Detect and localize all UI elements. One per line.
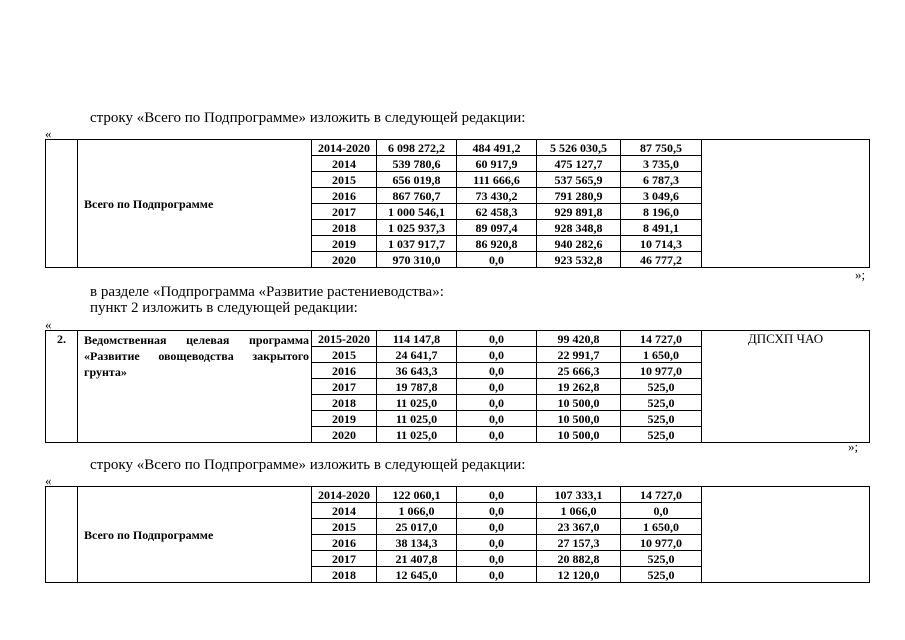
executor-cell [702, 140, 870, 268]
value-cell: 0,0 [457, 331, 537, 347]
value-cell: 539 780,6 [377, 156, 457, 172]
period-cell: 2016 [312, 188, 377, 204]
value-cell: 0,0 [457, 487, 537, 503]
value-cell: 8 196,0 [621, 204, 702, 220]
value-cell: 525,0 [621, 411, 702, 427]
period-cell: 2017 [312, 379, 377, 395]
executor-cell [702, 487, 870, 583]
value-cell: 0,0 [457, 347, 537, 363]
value-cell: 0,0 [457, 411, 537, 427]
value-cell: 11 025,0 [377, 427, 457, 443]
section1-table [45, 139, 870, 268]
value-cell: 10 500,0 [537, 395, 621, 411]
value-cell: 23 367,0 [537, 519, 621, 535]
value-cell: 46 777,2 [621, 252, 702, 268]
period-cell: 2020 [312, 252, 377, 268]
value-cell: 107 333,1 [537, 487, 621, 503]
section1-close-quote: »; [855, 267, 866, 282]
value-cell: 114 147,8 [377, 331, 457, 347]
value-cell: 1 000 546,1 [377, 204, 457, 220]
value-cell: 929 891,8 [537, 204, 621, 220]
value-cell: 484 491,2 [457, 140, 537, 156]
value-cell: 923 532,8 [537, 252, 621, 268]
table-row [46, 487, 870, 503]
value-cell: 928 348,8 [537, 220, 621, 236]
value-cell: 10 714,3 [621, 236, 702, 252]
value-cell: 19 787,8 [377, 379, 457, 395]
value-cell: 36 643,3 [377, 363, 457, 379]
value-cell: 1 066,0 [377, 503, 457, 519]
value-cell: 14 727,0 [621, 331, 702, 347]
value-cell: 525,0 [621, 551, 702, 567]
value-cell: 86 920,8 [457, 236, 537, 252]
period-cell: 2014 [312, 156, 377, 172]
section2-intro-line2: пункт 2 изложить в следующей редакции: [90, 300, 358, 316]
value-cell: 1 650,0 [621, 519, 702, 535]
section3-intro: строку «Всего по Подпрограмме» изложить в следующей редакции: [90, 457, 526, 473]
period-cell: 2016 [312, 363, 377, 379]
section1-intro: строку «Всего по Подпрограмме» изложить в следующей редакции: [90, 110, 526, 126]
value-cell: 0,0 [457, 252, 537, 268]
section1-open-quote: « [45, 126, 52, 141]
period-cell: 2018 [312, 395, 377, 411]
value-cell: 0,0 [457, 535, 537, 551]
value-cell: 6 787,3 [621, 172, 702, 188]
value-cell: 14 727,0 [621, 487, 702, 503]
value-cell: 525,0 [621, 427, 702, 443]
value-cell: 6 098 272,2 [377, 140, 457, 156]
value-cell: 8 491,1 [621, 220, 702, 236]
item-number-cell: 2. [46, 331, 78, 443]
value-cell: 24 641,7 [377, 347, 457, 363]
value-cell: 10 500,0 [537, 411, 621, 427]
value-cell: 111 666,6 [457, 172, 537, 188]
section2-intro-line1: в разделе «Подпрограмма «Развитие растениеводства»: [90, 284, 444, 300]
value-cell: 525,0 [621, 379, 702, 395]
value-cell: 0,0 [457, 427, 537, 443]
section2-table [45, 330, 870, 443]
value-cell: 10 500,0 [537, 427, 621, 443]
period-cell: 2015 [312, 347, 377, 363]
value-cell: 940 282,6 [537, 236, 621, 252]
value-cell: 0,0 [457, 551, 537, 567]
value-cell: 0,0 [457, 379, 537, 395]
value-cell: 27 157,3 [537, 535, 621, 551]
value-cell: 21 407,8 [377, 551, 457, 567]
value-cell: 0,0 [457, 519, 537, 535]
value-cell: 537 565,9 [537, 172, 621, 188]
period-cell: 2015 [312, 172, 377, 188]
value-cell: 11 025,0 [377, 395, 457, 411]
value-cell: 11 025,0 [377, 411, 457, 427]
value-cell: 0,0 [621, 503, 702, 519]
section2-open-quote: « [45, 317, 52, 332]
value-cell: 525,0 [621, 567, 702, 583]
section3-open-quote: « [45, 473, 52, 488]
value-cell: 475 127,7 [537, 156, 621, 172]
value-cell: 12 645,0 [377, 567, 457, 583]
period-cell: 2017 [312, 551, 377, 567]
period-cell: 2017 [312, 204, 377, 220]
value-cell: 12 120,0 [537, 567, 621, 583]
period-cell: 2016 [312, 535, 377, 551]
value-cell: 25 017,0 [377, 519, 457, 535]
section2-tbody [46, 331, 870, 443]
period-cell: 2020 [312, 427, 377, 443]
table-row [46, 331, 870, 347]
value-cell: 10 977,0 [621, 363, 702, 379]
period-cell: 2018 [312, 220, 377, 236]
value-cell: 10 977,0 [621, 535, 702, 551]
value-cell: 1 037 917,7 [377, 236, 457, 252]
executor-cell: ДПСХП ЧАО [702, 331, 870, 443]
period-cell: 2015 [312, 519, 377, 535]
value-cell: 867 760,7 [377, 188, 457, 204]
value-cell: 0,0 [457, 395, 537, 411]
period-cell: 2014-2020 [312, 487, 377, 503]
section1-tbody [46, 140, 870, 268]
period-cell: 2015-2020 [312, 331, 377, 347]
value-cell: 5 526 030,5 [537, 140, 621, 156]
value-cell: 89 097,4 [457, 220, 537, 236]
section2-close-quote: »; [848, 439, 859, 454]
table-row [46, 140, 870, 156]
value-cell: 0,0 [457, 503, 537, 519]
row-name-cell: Всего по Подпрограмме [78, 140, 312, 268]
value-cell: 20 882,8 [537, 551, 621, 567]
value-cell: 791 280,9 [537, 188, 621, 204]
value-cell: 87 750,5 [621, 140, 702, 156]
value-cell: 3 735,0 [621, 156, 702, 172]
value-cell: 22 991,7 [537, 347, 621, 363]
value-cell: 19 262,8 [537, 379, 621, 395]
period-cell: 2014-2020 [312, 140, 377, 156]
item-number-cell [46, 487, 78, 583]
value-cell: 0,0 [457, 363, 537, 379]
row-name-cell: Всего по Подпрограмме [78, 487, 312, 583]
period-cell: 2014 [312, 503, 377, 519]
row-name-cell: Ведомственная целевая программа «Развитие овощеводства закрытого грунта» [78, 331, 312, 443]
value-cell: 122 060,1 [377, 487, 457, 503]
value-cell: 38 134,3 [377, 535, 457, 551]
value-cell: 25 666,3 [537, 363, 621, 379]
value-cell: 62 458,3 [457, 204, 537, 220]
section3-table [45, 486, 870, 583]
section3-tbody [46, 487, 870, 583]
value-cell: 656 019,8 [377, 172, 457, 188]
value-cell: 1 650,0 [621, 347, 702, 363]
value-cell: 970 310,0 [377, 252, 457, 268]
item-number-cell [46, 140, 78, 268]
value-cell: 3 049,6 [621, 188, 702, 204]
value-cell: 0,0 [457, 567, 537, 583]
period-cell: 2019 [312, 411, 377, 427]
value-cell: 525,0 [621, 395, 702, 411]
value-cell: 1 025 937,3 [377, 220, 457, 236]
period-cell: 2018 [312, 567, 377, 583]
value-cell: 99 420,8 [537, 331, 621, 347]
value-cell: 60 917,9 [457, 156, 537, 172]
value-cell: 1 066,0 [537, 503, 621, 519]
value-cell: 73 430,2 [457, 188, 537, 204]
period-cell: 2019 [312, 236, 377, 252]
